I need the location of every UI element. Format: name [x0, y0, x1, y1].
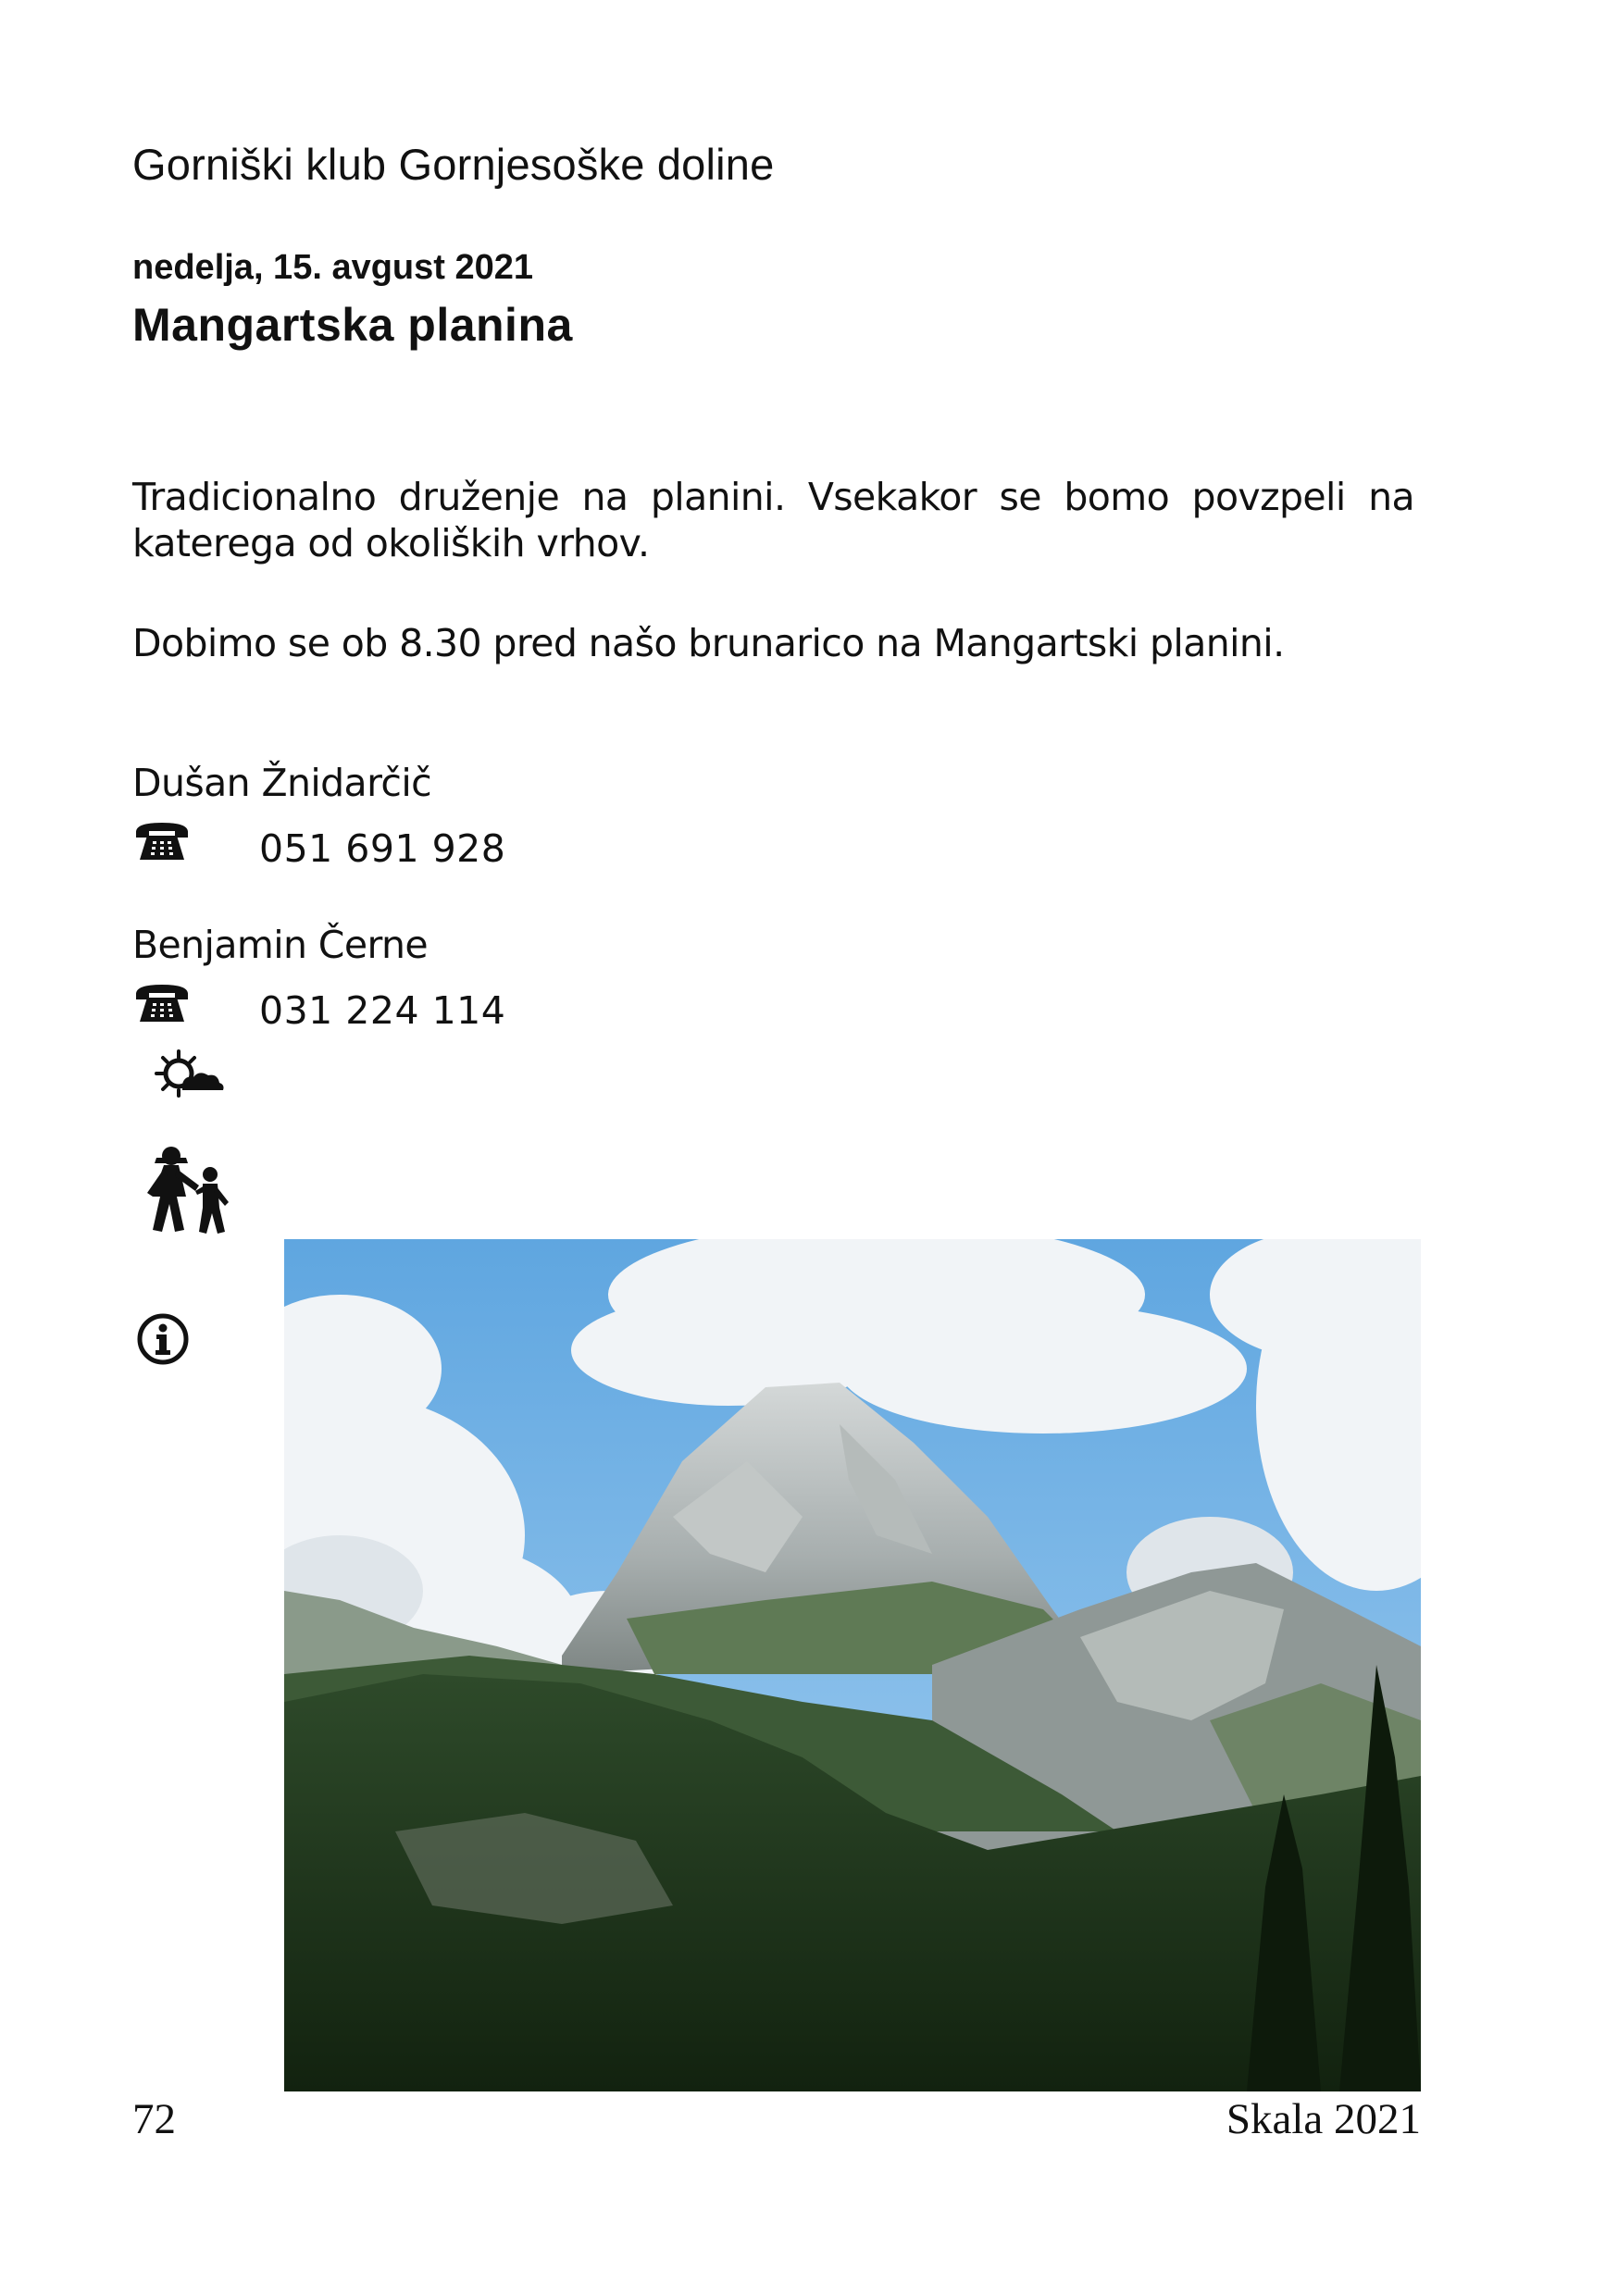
info-icon [136, 1312, 190, 1366]
contact-phone: 031 224 114 [259, 988, 506, 1033]
telephone-icon [132, 981, 192, 1025]
contact-name: Benjamin Černe [132, 923, 428, 967]
event-title: Mangartska planina [132, 299, 573, 351]
page-number: 72 [132, 2095, 176, 2143]
description-paragraph: Tradicionalno druženje na planini. Vsekakor se bomo povzpeli na katerega od okoliških vrhov. [132, 475, 1414, 565]
telephone-icon [132, 819, 192, 863]
publication-name: Skala 2021 [1226, 2095, 1421, 2143]
meeting-paragraph: Dobimo se ob 8.30 pred našo brunarico na Mangartski planini. [132, 621, 1285, 665]
sun-cloud-icon [151, 1048, 227, 1105]
club-name: Gorniški klub Gornjesoške doline [132, 140, 775, 189]
contact-name: Dušan Žnidarčič [132, 761, 432, 805]
contact-phone: 051 691 928 [259, 826, 506, 871]
event-date: nedelja, 15. avgust 2021 [132, 248, 534, 287]
mountain-photo [284, 1239, 1421, 2091]
family-hiking-icon [132, 1143, 245, 1237]
